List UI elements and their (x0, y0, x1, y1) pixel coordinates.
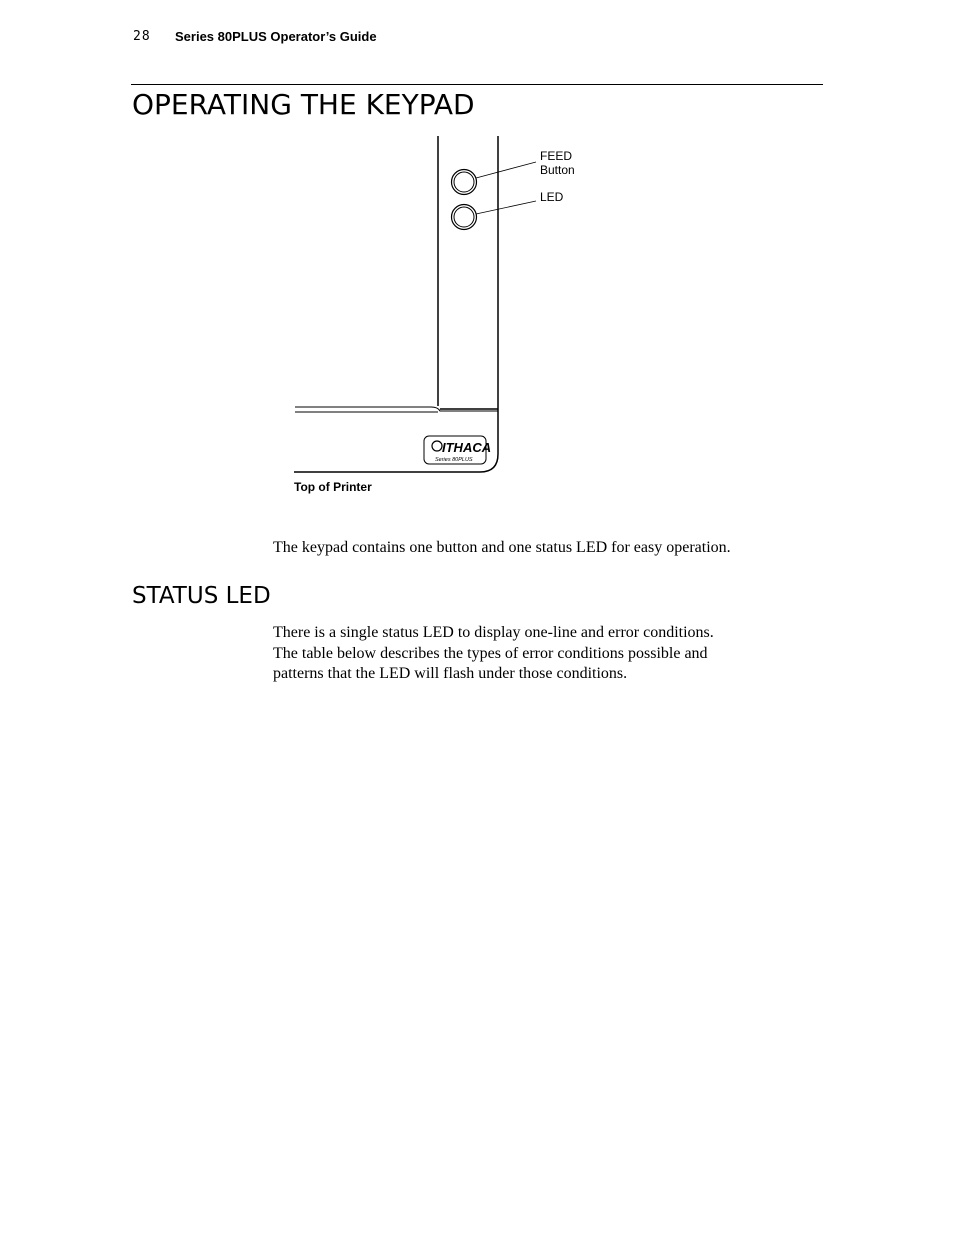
ithaca-logo-subtext: Series 80PLUS (435, 457, 473, 463)
feed-button-inner (454, 172, 474, 192)
section-heading-operating-keypad: OPERATING THE KEYPAD (132, 88, 475, 121)
section-heading-status-led: STATUS LED (132, 583, 271, 609)
status-led-line: The table below describes the types of error conditions possible and (273, 644, 708, 662)
printer-outline (294, 136, 498, 472)
feed-leader-line (476, 162, 536, 178)
page-number: 28 (133, 29, 151, 44)
feed-label-line1: FEED (540, 149, 573, 163)
keypad-description-text: The keypad contains one button and one status LED for easy operation. (273, 539, 731, 556)
keypad-description (273, 538, 793, 559)
feed-label-line2: Button (540, 163, 575, 177)
led-label: LED (540, 190, 564, 204)
led-outer (452, 205, 477, 230)
led-inner (454, 207, 474, 227)
status-led-description (273, 623, 793, 685)
status-led-line: There is a single status LED to display one-line and error conditions. (273, 624, 714, 641)
feed-button-outer (452, 170, 477, 195)
led-leader-line (476, 201, 536, 214)
header-rule (131, 84, 823, 85)
feed-button-label (540, 149, 575, 177)
keypad-diagram (290, 134, 590, 499)
status-led-line: patterns that the LED will flash under those conditions. (273, 665, 628, 682)
keypad-figure (290, 134, 590, 499)
guide-title: Series 80PLUS Operator’s Guide (175, 29, 377, 44)
figure-caption: Top of Printer (294, 480, 372, 494)
ithaca-logo-text: ITHACA (442, 440, 492, 455)
